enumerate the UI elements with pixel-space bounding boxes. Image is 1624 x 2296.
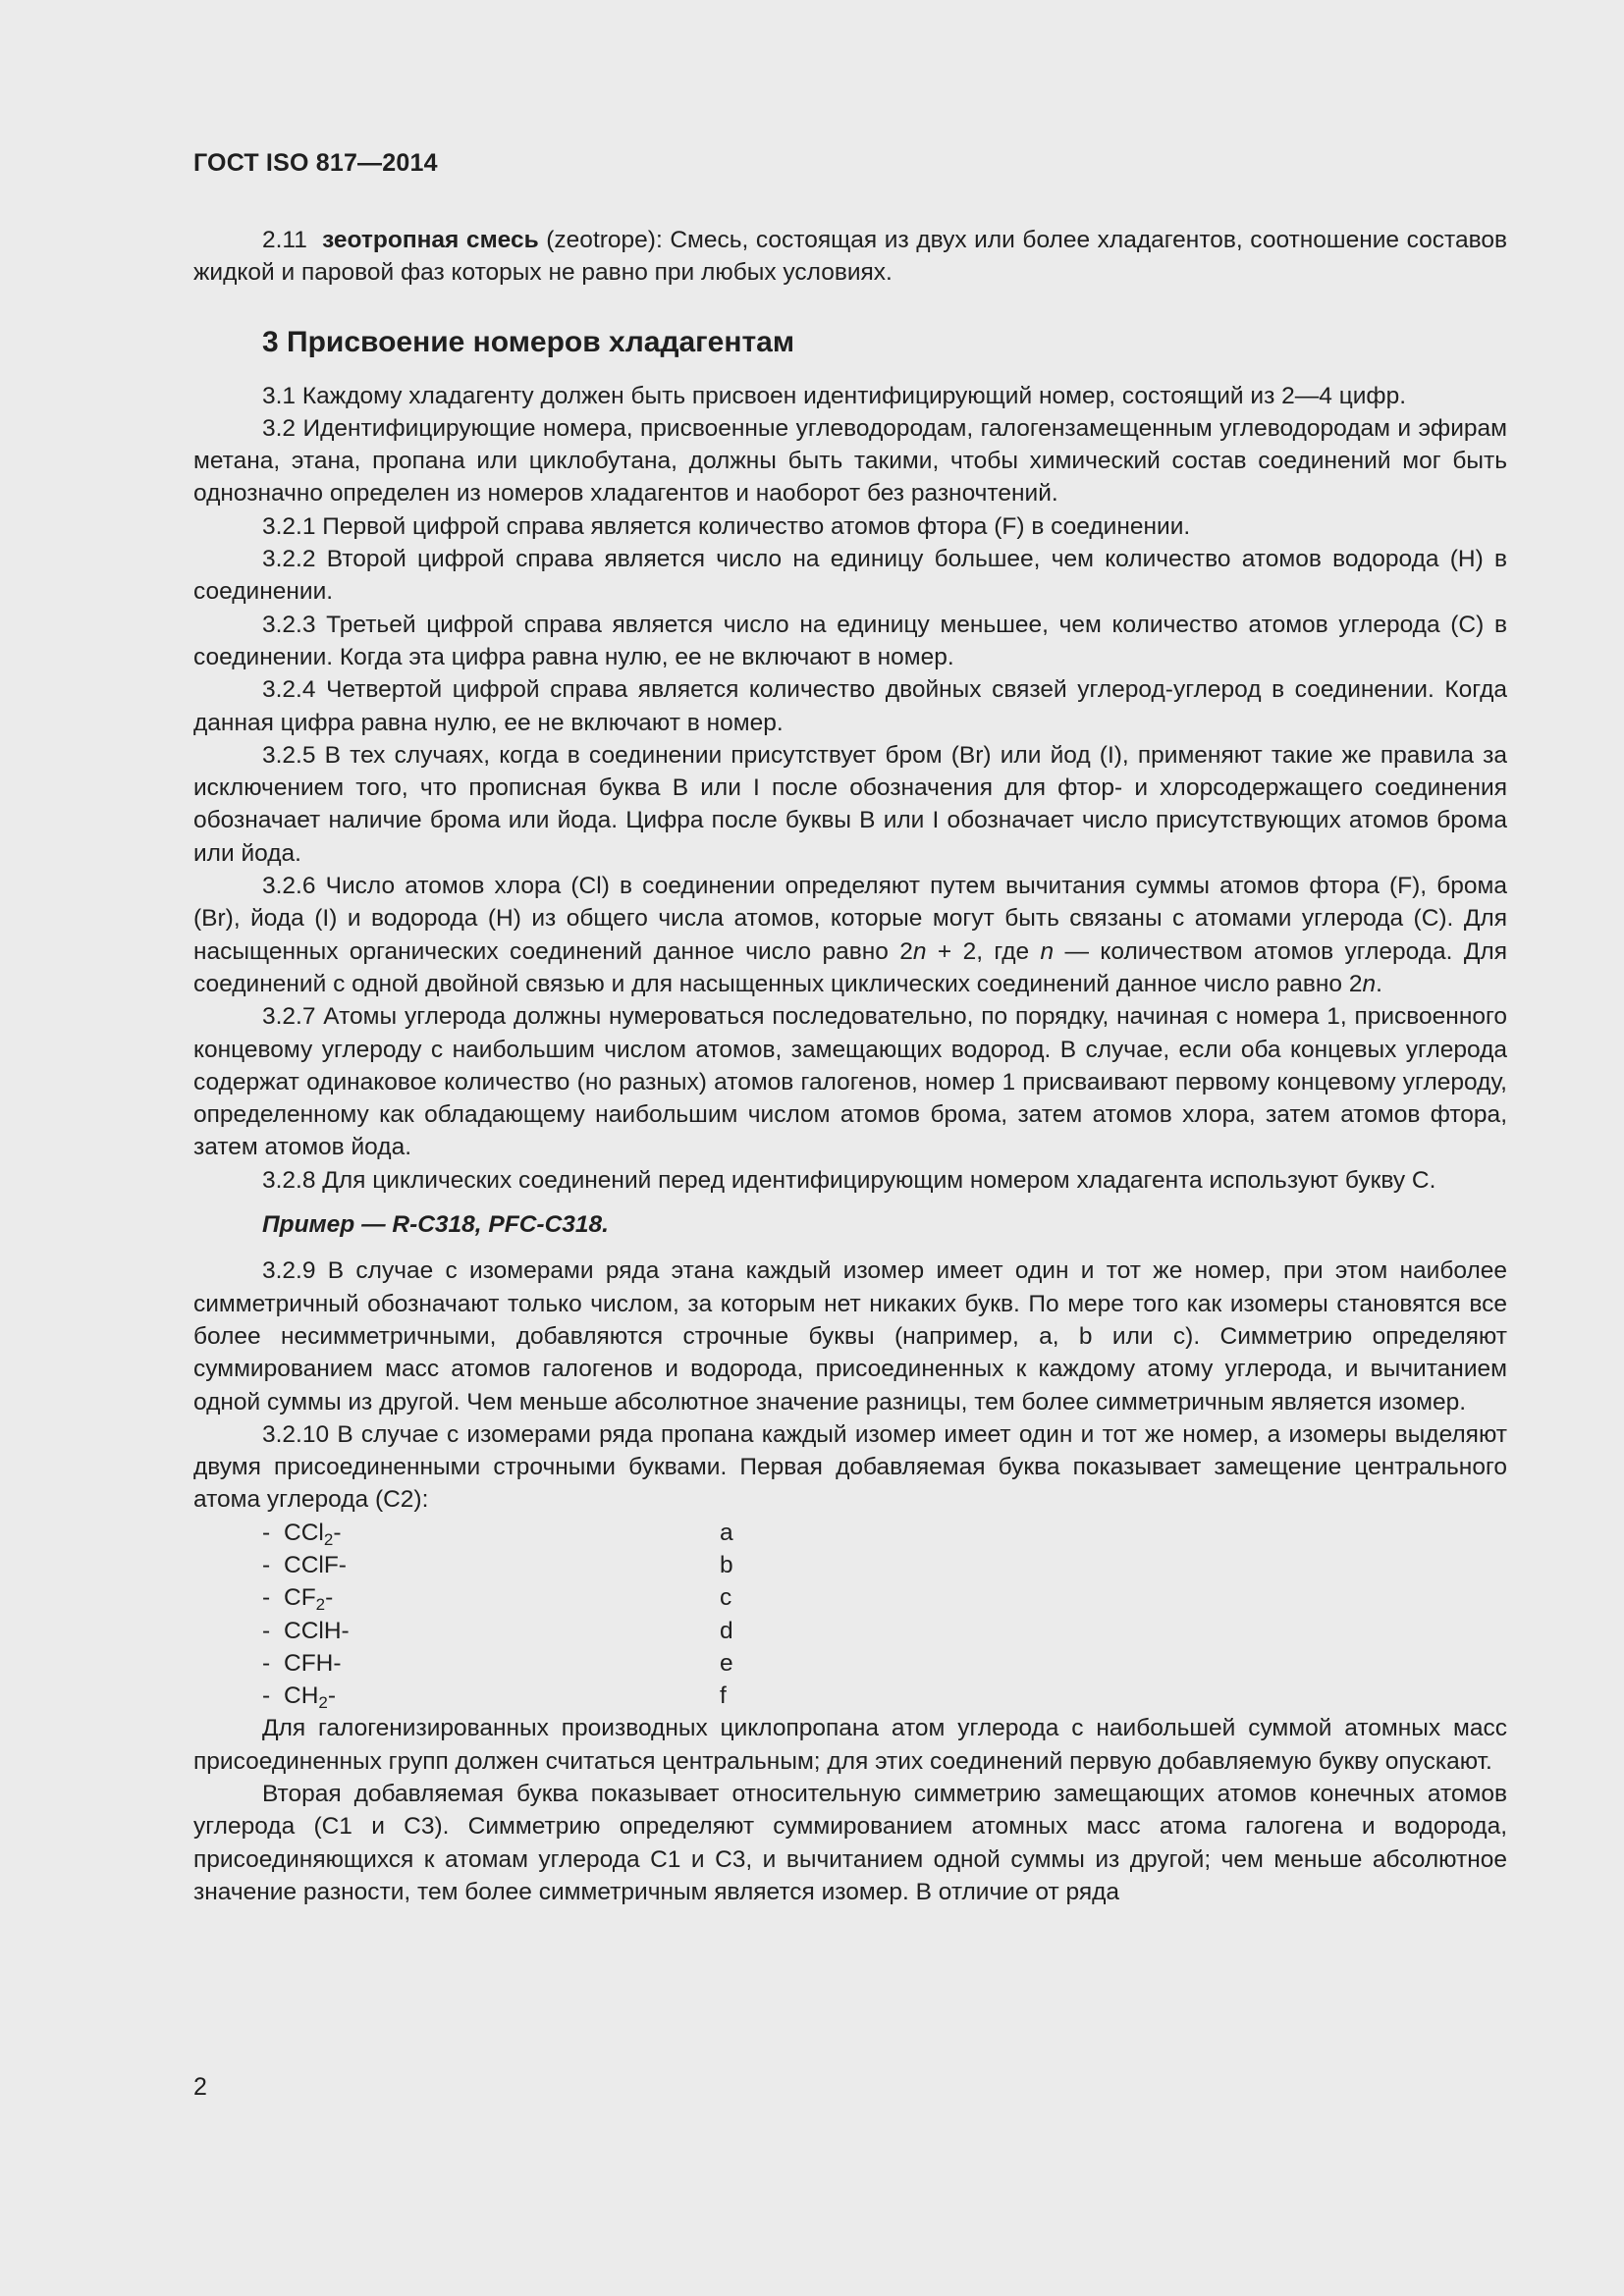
clause-3-2-1: 3.2.1 Первой цифрой справа является количество атомов фтора (F) в соединении. — [262, 512, 1191, 540]
clause-3-2-4: 3.2.4 Четвертой цифрой справа является количество двойных связей углерод-углерод в соединении. Когда данная цифра равна нулю, ее не включают в номер. — [193, 676, 1507, 736]
formula-tail: - — [333, 1519, 342, 1546]
clause-text: . — [1376, 970, 1382, 997]
clause-3-2-6 — [193, 870, 1507, 1000]
isomer-letter: a — [720, 1519, 733, 1546]
clause-3-1: 3.1 Каждому хладагенту должен быть присвоен идентифицирующий номер, состоящий из 2—4 цифр. — [262, 382, 1407, 409]
list-dash: - — [262, 1682, 271, 1710]
list-dash: - — [262, 1649, 271, 1677]
clause-3-2-8: 3.2.8 Для циклических соединений перед идентифицирующим номером хладагента используют букву C. — [262, 1166, 1436, 1194]
section-heading: 3 Присвоение номеров хладагентам — [262, 325, 795, 358]
example-note: Пример — R-C318, PFC-C318. — [262, 1211, 609, 1239]
list-dash: - — [262, 1617, 271, 1644]
list-item — [193, 1517, 1507, 1549]
clause-text: — количеством атомов углерода. Для соединений с одной двойной связью и для насыщенных циклических соединений данное число равно 2 — [193, 937, 1507, 997]
page-number: 2 — [193, 2073, 207, 2101]
paragraph-cyclopropane: Для галогенизированных производных циклопропана атом углерода с наибольшей суммой атомных масс присоединенных групп должен считаться центральным; для этих соединений первую добавляемую букву опускают. — [193, 1715, 1507, 1775]
formula: CH — [284, 1682, 319, 1710]
paragraph-second-letter: Вторая добавляемая буква показывает относительную симметрию замещающих атомов конечных атомов углерода (C1 и C3). Симметрию определяют суммированием атомных масс атома галогена и водорода, присоединяющихся к атомам углерода C1 и C3, и вычитанием одной суммы из другой; чем меньше абсолютное значение разности, тем более симметричным является изомер. В отличие от ряда — [193, 1781, 1507, 1905]
formula-tail: - — [325, 1584, 334, 1612]
clause-3-2-7: 3.2.7 Атомы углерода должны нумероваться последовательно, по порядку, начиная с номера 1, присвоенного концевому углероду с наибольшим числом атомов, замещающих водород. В случае, если оба концевых углерода содержат одинаковое количество (но разных) атомов галогенов, номер 1 присваивают первому концевому углероду, определенному как обладающему наибольшим числом атомов брома, затем атомов хлора, затем атомов фтора, затем атомов йода. — [193, 1003, 1507, 1161]
clause-3-2-2: 3.2.2 Второй цифрой справа является число на единицу большее, чем количество атомов водорода (H) в соединении. — [193, 546, 1507, 606]
defined-term: зеотропная смесь — [322, 227, 539, 253]
subscript: 2 — [323, 1529, 334, 1549]
clause-text: 3.2.6 Число атомов хлора (Cl) в соединении определяют путем вычитания суммы атомов фтора (F), брома (Br), йода (I) и водорода (H) из общего числа атомов, которые могут быть связаны с атомами углерода (C). Для насыщенных органических соединений данное число равно 2 — [193, 873, 1507, 965]
formula: CF — [284, 1584, 316, 1612]
clause-3-2-9: 3.2.9 В случае с изомерами ряда этана каждый изомер имеет один и тот же номер, при этом наиболее симметричный обозначают только числом, за которым нет никаких букв. По мере того как изомеры становятся все более несимметричными, добавляются строчные буквы (например, a, b или c). Симметрию определяют суммированием масс атомов галогенов и водорода, присоединенных к каждому атому углерода, и вычитанием одной суммы из другой. Чем меньше абсолютное значение разницы, тем более симметричным является изомер. — [193, 1257, 1507, 1415]
list-dash: - — [262, 1584, 271, 1612]
definition-text: (zeotrope): Смесь, состоящая из двух или более хладагентов, соотношение составов жидкой и паровой фаз которых не равно при любых условиях. — [193, 227, 1507, 287]
list-item — [193, 1615, 1507, 1647]
variable-n: n — [1040, 937, 1055, 965]
formula: CCl — [284, 1519, 324, 1546]
substitution-list — [193, 1517, 1507, 1713]
subscript: 2 — [315, 1595, 326, 1615]
clause-text: + 2, где — [926, 937, 1041, 965]
isomer-letter: c — [720, 1584, 732, 1612]
clause-number: 2.11 — [262, 227, 307, 253]
isomer-letter: f — [720, 1682, 727, 1710]
formula: CFH- — [284, 1649, 342, 1677]
isomer-letter: b — [720, 1551, 733, 1578]
clause-2-11 — [193, 224, 1507, 290]
variable-n: n — [1362, 970, 1377, 997]
document-body — [193, 224, 1507, 1908]
clause-3-2-10: 3.2.10 В случае с изомерами ряда пропана каждый изомер имеет один и тот же номер, а изомеры выделяют двумя присоединенными строчными буквами. Первая добавляемая буква показывает замещение центрального атома углерода (C2): — [193, 1420, 1507, 1514]
variable-n: n — [912, 937, 927, 965]
formula: CClF- — [284, 1551, 347, 1578]
document-header: ГОСТ ISO 817—2014 — [193, 149, 438, 177]
list-item — [193, 1581, 1507, 1614]
isomer-letter: d — [720, 1617, 733, 1644]
subscript: 2 — [318, 1693, 328, 1713]
list-item — [193, 1680, 1507, 1712]
clause-3-2-5: 3.2.5 В тех случаях, когда в соединении присутствует бром (Br) или йод (I), применяют такие же правила за исключением того, что прописная буква B или I после обозначения для фтор- и хлорсодержащего соединения обозначает наличие брома или йода. Цифра после буквы B или I обозначает число присутствующих атомов брома или йода. — [193, 741, 1507, 867]
formula-tail: - — [327, 1682, 337, 1710]
list-dash: - — [262, 1551, 271, 1578]
clause-3-2: 3.2 Идентифицирующие номера, присвоенные углеводородам, галогензамещенным углеводородам и эфирам метана, этана, пропана или циклобутана, должны быть такими, чтобы химический состав соединений мог быть однозначно определен из номеров хладагентов и наоборот без разночтений. — [193, 414, 1507, 507]
list-item — [193, 1549, 1507, 1581]
formula: CClH- — [284, 1617, 350, 1644]
clause-3-2-3: 3.2.3 Третьей цифрой справа является число на единицу меньшее, чем количество атомов углерода (C) в соединении. Когда эта цифра равна нулю, ее не включают в номер. — [193, 611, 1507, 670]
isomer-letter: e — [720, 1649, 733, 1677]
list-item — [193, 1647, 1507, 1680]
list-dash: - — [262, 1519, 271, 1546]
